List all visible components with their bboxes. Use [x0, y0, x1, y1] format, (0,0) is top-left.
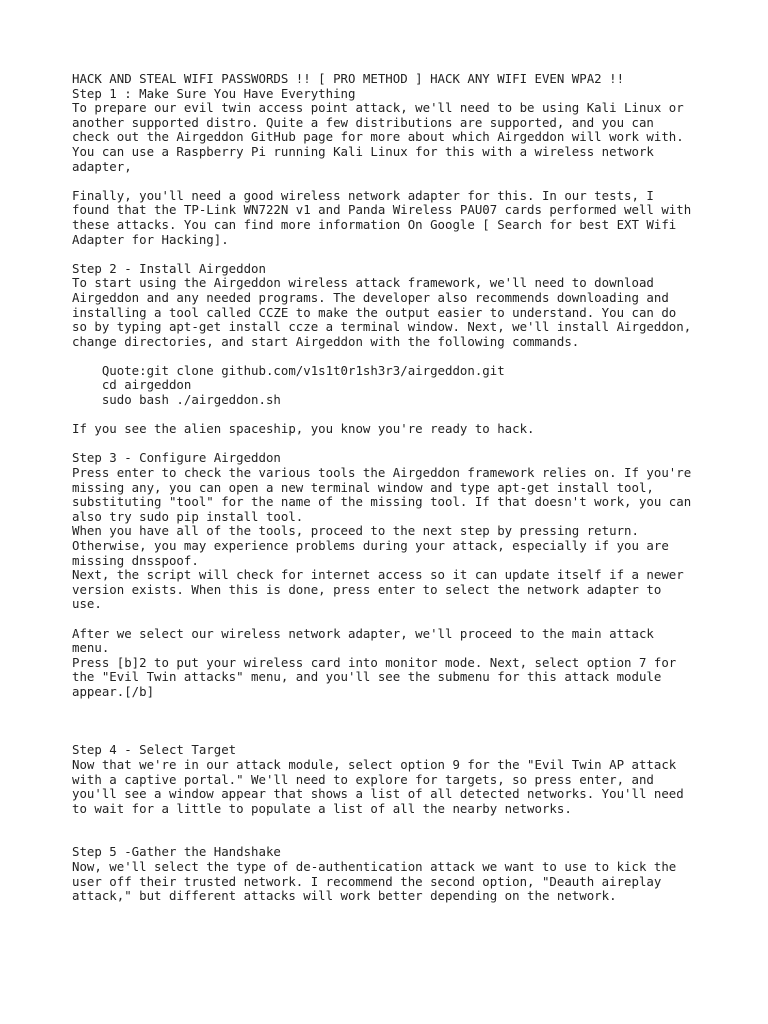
blank-line [72, 816, 732, 831]
text-line: with a captive portal." We'll need to explore for targets, so press enter, and [72, 771, 654, 787]
text-line: Step 1 : Make Sure You Have Everything [72, 85, 356, 101]
text-line: Press enter to check the various tools the Airgeddon framework relies on. If you're [72, 465, 692, 481]
blank-line [72, 714, 732, 729]
blank-line [72, 247, 732, 262]
text-line: You can use a Raspberry Pi running Kali Linux for this with a wireless network [72, 143, 654, 159]
text-line: To start using the Airgeddon wireless attack framework, we'll need to download [72, 275, 654, 291]
text-line: change directories, and start Airgeddon with the following commands. [72, 333, 580, 349]
text-line: you'll see a window appear that shows a list of all detected networks. You'll need [72, 786, 684, 802]
blank-line [72, 349, 732, 364]
text-line: so by typing apt-get install ccze a terminal window. Next, we'll install Airgeddon, [72, 319, 692, 335]
text-line: version exists. When this is done, press enter to select the network adapter to [72, 581, 662, 597]
blank-line [72, 437, 732, 452]
text-line: menu. [72, 640, 110, 656]
text-line: Step 5 -Gather the Handshake [72, 844, 281, 860]
text-line: attack," but different attacks will work better depending on the network. [72, 888, 617, 904]
document-page [72, 72, 732, 904]
text-line: HACK AND STEAL WIFI PASSWORDS !! [ PRO METHOD ] HACK ANY WIFI EVEN WPA2 !! [72, 71, 625, 86]
text-line: Next, the script will check for internet access so it can update itself if a newer [72, 567, 684, 583]
blank-line [72, 174, 732, 189]
text-line: substituting "tool" for the name of the missing tool. If that doesn't work, you can [72, 494, 692, 510]
text-line: Press [b]2 to put your wireless card into monitor mode. Next, select option 7 for [72, 654, 677, 670]
text-line: sudo bash ./airgeddon.sh [72, 392, 281, 408]
text-line: adapter, [72, 158, 132, 174]
text-line: to wait for a little to populate a list of all the nearby networks. [72, 800, 572, 816]
text-line: Step 4 - Select Target [72, 742, 237, 758]
text-line: these attacks. You can find more information On Google [ Search for best EXT Wifi [72, 216, 677, 232]
text-line: another supported distro. Quite a few distributions are supported, and you can [72, 114, 654, 130]
blank-line [72, 408, 732, 423]
text-line: also try sudo pip install tool. [72, 508, 304, 524]
text-line: installing a tool called CCZE to make the output easier to understand. You can do [72, 304, 677, 320]
blank-line [72, 831, 732, 846]
text-line: Step 3 - Configure Airgeddon [72, 450, 281, 466]
text-line: check out the Airgeddon GitHub page for more about which Airgeddon will work with. [72, 129, 684, 145]
text-line: the "Evil Twin attacks" menu, and you'll see the submenu for this attack module [72, 669, 662, 685]
text-line: cd airgeddon [72, 377, 192, 393]
text-line: use. [72, 596, 102, 612]
blank-line [72, 700, 732, 715]
text-line: To prepare our evil twin access point attack, we'll need to be using Kali Linux or [72, 100, 684, 116]
blank-line [72, 729, 732, 744]
text-line: If you see the alien spaceship, you know you're ready to hack. [72, 421, 535, 437]
text-line: Quote:git clone github.com/v1s1t0r1sh3r3/airgeddon.git [72, 362, 505, 378]
text-line: Adapter for Hacking]. [72, 231, 229, 247]
blank-line [72, 612, 732, 627]
text-line: Now, we'll select the type of de-authentication attack we want to use to kick the [72, 859, 677, 875]
text-line: missing dnsspoof. [72, 552, 199, 568]
text-line: Now that we're in our attack module, select option 9 for the "Evil Twin AP attack [72, 756, 677, 772]
text-line: appear.[/b] [72, 683, 155, 699]
text-line: found that the TP-Link WN722N v1 and Panda Wireless PAU07 cards performed well with [72, 202, 692, 218]
text-line: Otherwise, you may experience problems during your attack, especially if you are [72, 538, 669, 553]
text-line: When you have all of the tools, proceed to the next step by pressing return. [72, 523, 639, 539]
text-line: Airgeddon and any needed programs. The developer also recommends downloading and [72, 289, 669, 305]
text-line: Finally, you'll need a good wireless network adapter for this. In our tests, I [72, 187, 654, 203]
text-line: user off their trusted network. I recommend the second option, "Deauth aireplay [72, 873, 662, 889]
text-line: After we select our wireless network adapter, we'll proceed to the main attack [72, 625, 654, 641]
text-line: Step 2 - Install Airgeddon [72, 260, 266, 276]
text-line: missing any, you can open a new terminal window and type apt-get install tool, [72, 479, 654, 495]
